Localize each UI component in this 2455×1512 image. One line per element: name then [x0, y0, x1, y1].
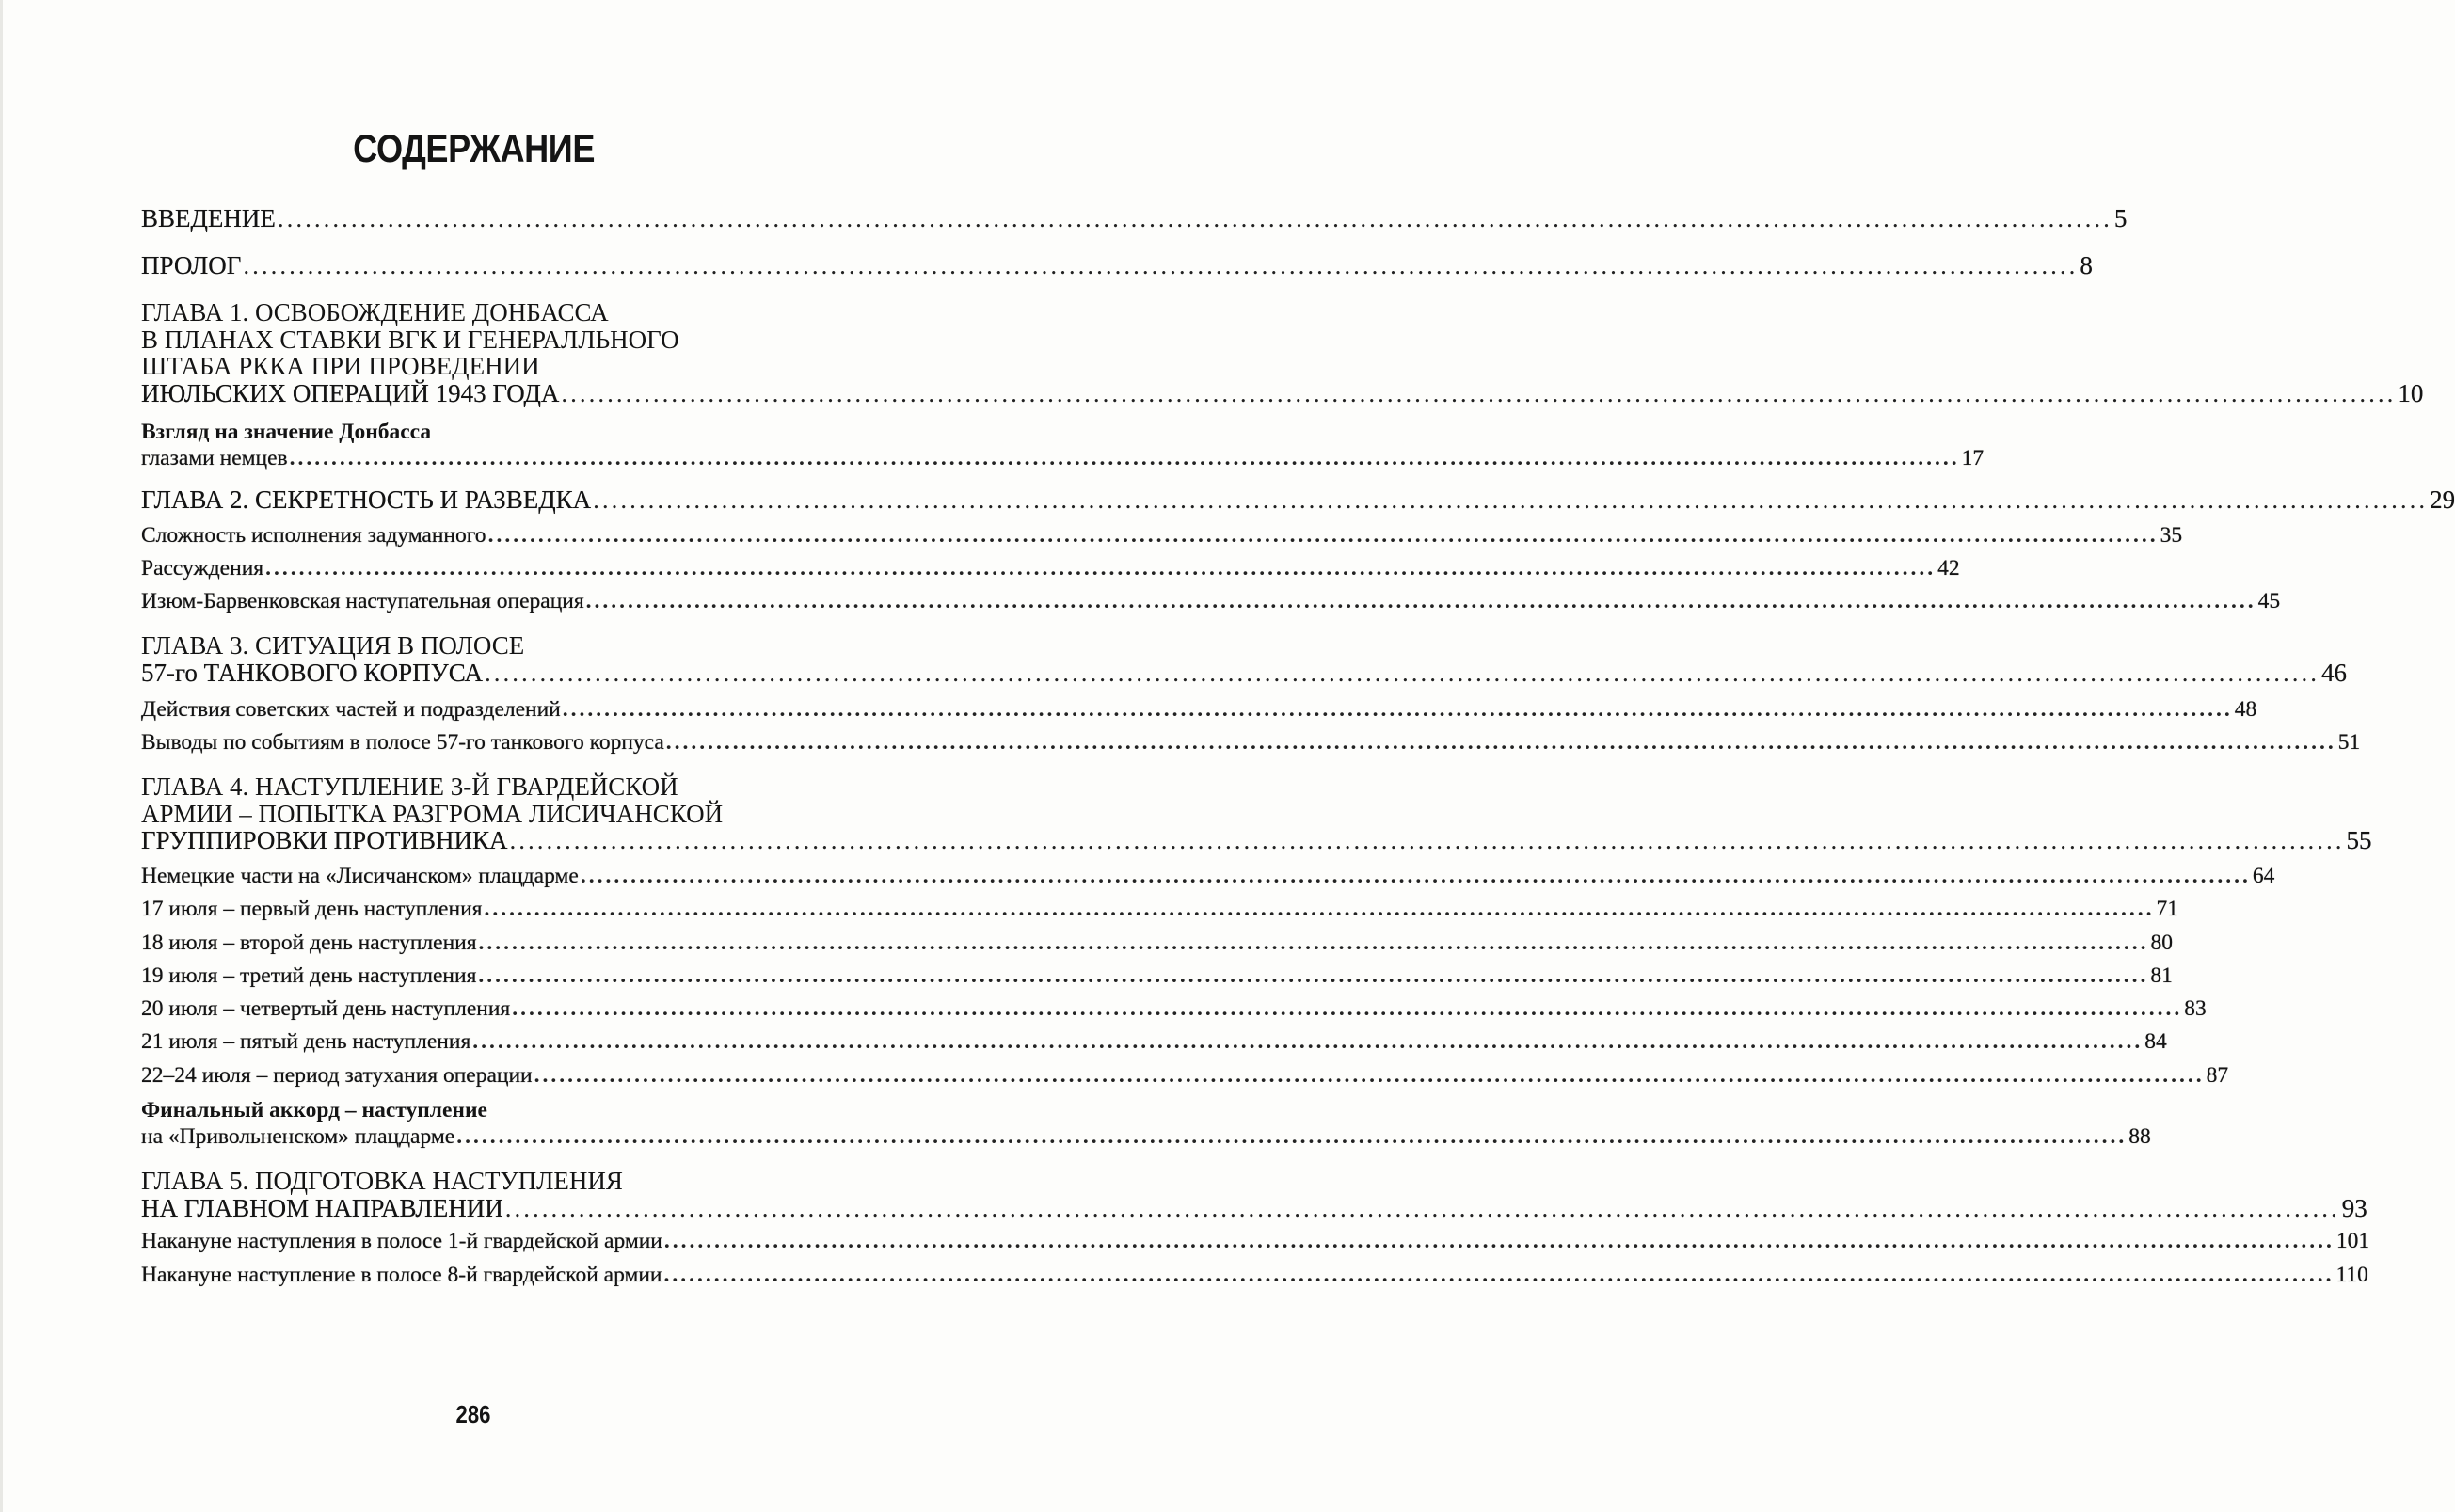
dot-leader: ........................................................................................................................................................................................................ [289, 446, 1960, 470]
toc-entry [141, 1167, 2367, 1222]
toc-entry-title-line: Накануне наступление в полосе 8-й гвардейской армии [141, 1263, 662, 1287]
dot-leader: ........................................................................................................................................................................................................ [478, 931, 2149, 955]
toc-entry [141, 1228, 2370, 1254]
toc-entry-page: 80 [2150, 931, 2174, 955]
dot-leader: ........................................................................................................................................................................................................ [243, 251, 2079, 279]
toc-entry-page: 110 [2335, 1263, 2368, 1287]
toc-entry-title-line: ГЛАВА 5. ПОДГОТОВКА НАСТУПЛЕНИЯ [141, 1167, 623, 1195]
dot-leader: ........................................................................................................................................................................................................ [665, 730, 2336, 755]
toc-entry-page: 46 [2320, 658, 2347, 687]
toc-entry-page: 88 [2128, 1124, 2151, 1149]
toc-entry [141, 930, 2174, 956]
toc-entry-title-line: ГЛАВА 1. ОСВОБОЖДЕНИЕ ДОНБАССА [141, 298, 609, 326]
toc-entry [141, 251, 2093, 279]
dot-leader: ........................................................................................................................................................................................................ [585, 589, 2256, 613]
toc-entry-title-line: ПРОЛОГ [141, 251, 242, 279]
toc-entry-page: 17 [1961, 446, 1985, 470]
toc-entry-title-line: В ПЛАНАХ СТАВКИ ВГК И ГЕНЕРАЛЛЬНОГО [141, 325, 679, 354]
dot-leader: ........................................................................................................................................................................................................ [663, 1229, 2335, 1253]
toc-entry [141, 729, 2361, 756]
toc-entry [141, 522, 2183, 549]
dot-leader: ........................................................................................................................................................................................................ [456, 1124, 2128, 1149]
dot-leader: ........................................................................................................................................................................................................ [504, 1193, 2340, 1222]
dot-leader: ........................................................................................................................................................................................................ [277, 204, 2112, 232]
toc-entry-title-line: 22–24 июля – период затухания операции [141, 1063, 533, 1088]
toc-entry-title-line: на «Привольненском» плацдарме [141, 1124, 455, 1149]
toc-entry-page: 8 [2080, 251, 2093, 279]
toc-entry-title-line: ГЛАВА 2. СЕКРЕТНОСТЬ И РАЗВЕДКА [141, 485, 592, 514]
toc-entry-title-line: ГРУППИРОВКИ ПРОТИВНИКА [141, 826, 508, 854]
toc-entry-title-line: Взгляд на значение Донбасса [141, 420, 432, 444]
dot-leader: ........................................................................................................................................................................................................ [484, 658, 2319, 687]
page-title: СОДЕРЖАНИЕ [353, 126, 596, 170]
toc-entry-title-line: Немецкие части на «Лисичанском» плацдарме [141, 864, 579, 888]
dot-leader: ........................................................................................................................................................................................................ [478, 963, 2149, 988]
toc-entry [141, 1028, 2167, 1055]
toc-entry-page: 5 [2113, 204, 2128, 232]
toc-entry-page: 29 [2430, 485, 2455, 514]
dot-leader: ........................................................................................................................................................................................................ [472, 1029, 2144, 1054]
toc-entry-title-line: глазами немцев [141, 446, 288, 470]
dot-leader: ........................................................................................................................................................................................................ [512, 996, 2183, 1021]
dot-leader: ........................................................................................................................................................................................................ [509, 826, 2345, 854]
toc-entry-title-line: Сложность исполнения задуманного [141, 523, 486, 548]
dot-leader: ........................................................................................................................................................................................................ [265, 556, 1937, 581]
dot-leader: ........................................................................................................................................................................................................ [484, 897, 2155, 921]
toc-entry-title-line: АРМИИ – ПОПЫТКА РАЗГРОМА ЛИСИЧАНСКОЙ [141, 799, 724, 828]
toc-entry-page: 81 [2150, 963, 2173, 988]
dot-leader: ........................................................................................................................................................................................................ [580, 864, 2251, 888]
toc-entry-page: 55 [2346, 826, 2372, 854]
toc-entry-title-line: ВВЕДЕНИЕ [141, 204, 276, 232]
dot-leader: ........................................................................................................................................................................................................ [593, 485, 2429, 514]
toc-entry-page: 51 [2337, 730, 2361, 755]
toc-entry [141, 555, 1960, 581]
toc-entry-page: 101 [2335, 1229, 2370, 1253]
dot-leader: ........................................................................................................................................................................................................ [663, 1263, 2335, 1287]
toc-entry-title-line: ГЛАВА 4. НАСТУПЛЕНИЕ 3-Й ГВАРДЕЙСКОЙ [141, 772, 678, 801]
toc-entry-page: 87 [2206, 1063, 2229, 1088]
toc-entry-title-line: 18 июля – второй день наступления [141, 931, 477, 955]
toc-entry-title-line: 57-го ТАНКОВОГО КОРПУСА [141, 658, 483, 687]
toc-entry-page: 10 [2398, 378, 2424, 407]
toc-entry [141, 772, 2372, 854]
dot-leader: ........................................................................................................................................................................................................ [562, 697, 2233, 722]
toc-entry-title-line: ШТАБА РККА ПРИ ПРОВЕДЕНИИ [141, 352, 540, 380]
toc-entry-title-line: Выводы по событиям в полосе 57-го танкового корпуса [141, 730, 664, 755]
toc-entry [141, 588, 2281, 614]
dot-leader: ........................................................................................................................................................................................................ [561, 378, 2397, 407]
toc-entry-page: 42 [1937, 556, 1960, 581]
toc-entry-title-line: 20 июля – четвертый день наступления [141, 996, 511, 1021]
toc-entry-title-line: Финальный аккорд – наступление [141, 1098, 487, 1122]
toc-entry-title-line: 17 июля – первый день наступления [141, 897, 483, 921]
toc-entry [141, 896, 2178, 922]
toc-entry [141, 485, 2455, 514]
toc-entry-title-line: Изюм-Барвенковская наступательная операция [141, 589, 584, 613]
page-number: 286 [455, 1400, 491, 1428]
toc-entry [141, 204, 2128, 232]
toc-entry [141, 863, 2275, 889]
toc-entry [141, 298, 2424, 407]
toc-entry [141, 1062, 2229, 1089]
toc-entry-page: 45 [2257, 589, 2281, 613]
dot-leader: ........................................................................................................................................................................................................ [487, 523, 2159, 548]
toc-entry-page: 84 [2144, 1029, 2167, 1054]
toc-entry-title-line: Рассуждения [141, 556, 264, 581]
toc-entry [141, 1097, 2151, 1150]
toc-entry-title-line: Действия советских частей и подразделений [141, 697, 561, 722]
toc-entry [141, 1262, 2368, 1288]
toc-entry-page: 93 [2341, 1193, 2367, 1222]
toc-entry [141, 963, 2173, 989]
toc-entry-page: 83 [2184, 996, 2207, 1021]
toc-entry-title-line: ИЮЛЬСКИХ ОПЕРАЦИЙ 1943 ГОДА [141, 378, 560, 407]
toc-entry-title-line: 19 июля – третий день наступления [141, 963, 477, 988]
toc-entry-title-line: НА ГЛАВНОМ НАПРАВЛЕНИИ [141, 1193, 503, 1222]
toc-entry [141, 696, 2257, 723]
dot-leader: ........................................................................................................................................................................................................ [534, 1063, 2205, 1088]
toc-entry-page: 35 [2160, 523, 2183, 548]
toc-entry-page: 71 [2156, 897, 2178, 921]
toc-entry-title-line: ГЛАВА 3. СИТУАЦИЯ В ПОЛОСЕ [141, 631, 525, 660]
toc-entry [141, 419, 1985, 471]
toc-entry-page: 48 [2234, 697, 2257, 722]
toc-entry [141, 631, 2347, 687]
toc-entry-title-line: Накануне наступления в полосе 1-й гвардейской армии [141, 1229, 662, 1253]
toc-entry [141, 995, 2207, 1022]
toc-entry-page: 64 [2252, 864, 2275, 888]
toc-entry-title-line: 21 июля – пятый день наступления [141, 1029, 471, 1054]
